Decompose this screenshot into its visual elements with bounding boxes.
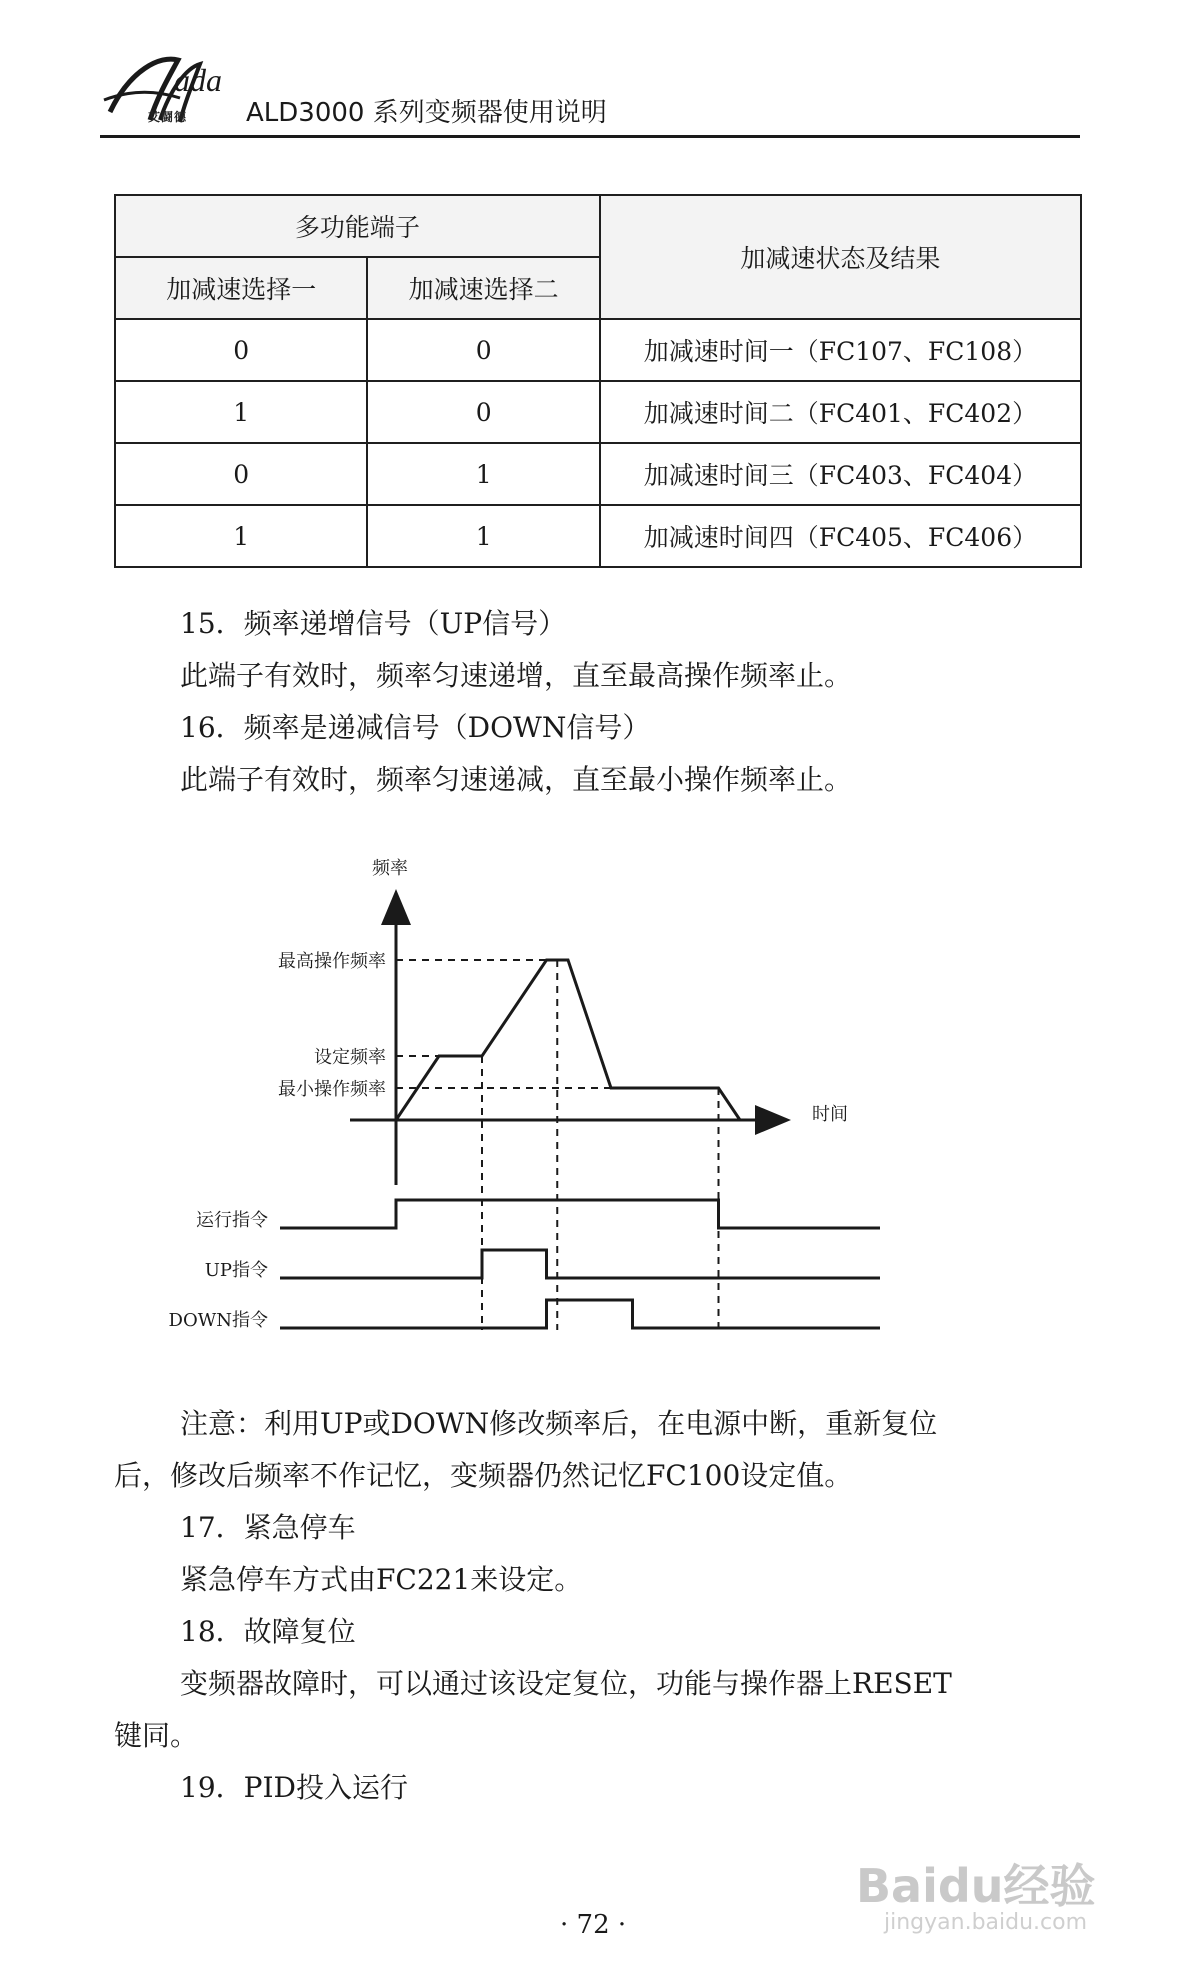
watermark-logo: Baidu经验 <box>856 1859 1096 1913</box>
signal-label: DOWN指令 <box>168 1310 268 1331</box>
table-col1-header: 加减速选择一 <box>115 257 367 319</box>
section-18-title: 18．故障复位 <box>180 1615 356 1648</box>
table-result-header: 加减速状态及结果 <box>600 195 1081 319</box>
accel-decel-table <box>114 194 1082 568</box>
watermark-url: jingyan.baidu.com <box>884 1910 1088 1935</box>
logo-wordmark: ada <box>174 62 222 98</box>
table-cell: 0 <box>115 319 367 381</box>
note-line-1: 注意：利用UP或DOWN修改频率后，在电源中断，重新复位 <box>180 1407 938 1440</box>
y-level-label: 最高操作频率 <box>278 951 386 972</box>
signal-trace <box>280 1250 880 1278</box>
y-level-label: 最小操作频率 <box>278 1079 386 1100</box>
table-cell: 1 <box>115 505 367 567</box>
y-axis-label: 频率 <box>372 858 408 879</box>
section-18-body-line-2: 键同。 <box>114 1719 199 1752</box>
x-axis-label: 时间 <box>812 1104 848 1125</box>
section-19-title: 19．PID投入运行 <box>180 1771 408 1804</box>
signal-trace <box>280 1200 880 1228</box>
table-cell: 加减速时间一（FC107、FC108） <box>600 319 1081 381</box>
table-row <box>115 443 1081 505</box>
page-number: · 72 · <box>560 1910 627 1940</box>
logo-subtitle: 艾闘德 <box>148 110 188 124</box>
frequency-curve <box>396 960 740 1120</box>
table-cell: 1 <box>367 505 599 567</box>
signal-label: UP指令 <box>204 1260 268 1281</box>
up-down-timing-chart <box>168 850 1100 1390</box>
document-title: ALD3000 系列变频器使用说明 <box>246 98 607 128</box>
table-group-header: 多功能端子 <box>115 195 600 257</box>
section-15-body: 此端子有效时，频率匀速递增，直至最高操作频率止。 <box>180 659 853 692</box>
table-col2-header: 加减速选择二 <box>367 257 599 319</box>
section-16-title: 16．频率是递减信号（DOWN信号） <box>180 711 651 744</box>
table-row <box>115 381 1081 443</box>
table-cell: 加减速时间二（FC401、FC402） <box>600 381 1081 443</box>
signal-trace <box>280 1300 880 1328</box>
header-divider <box>100 135 1080 138</box>
table-cell: 0 <box>115 443 367 505</box>
section-16-body: 此端子有效时，频率匀速递减，直至最小操作频率止。 <box>180 763 853 796</box>
table-cell: 1 <box>367 443 599 505</box>
section-17-title: 17．紧急停车 <box>180 1511 356 1544</box>
section-15-title: 15．频率递增信号（UP信号） <box>180 607 567 640</box>
table-cell: 0 <box>367 381 599 443</box>
section-18-body-line-1: 变频器故障时，可以通过该设定复位，功能与操作器上RESET <box>180 1667 952 1700</box>
table-cell: 0 <box>367 319 599 381</box>
section-17-body: 紧急停车方式由FC221来设定。 <box>180 1563 583 1596</box>
table-cell: 加减速时间四（FC405、FC406） <box>600 505 1081 567</box>
note-line-2: 后，修改后频率不作记忆，变频器仍然记忆FC100设定值。 <box>114 1459 853 1492</box>
table-cell: 1 <box>115 381 367 443</box>
table-cell: 加减速时间三（FC403、FC404） <box>600 443 1081 505</box>
signal-label: 运行指令 <box>196 1210 268 1231</box>
table-row <box>115 319 1081 381</box>
y-level-label: 设定频率 <box>314 1047 386 1068</box>
table-row <box>115 505 1081 567</box>
